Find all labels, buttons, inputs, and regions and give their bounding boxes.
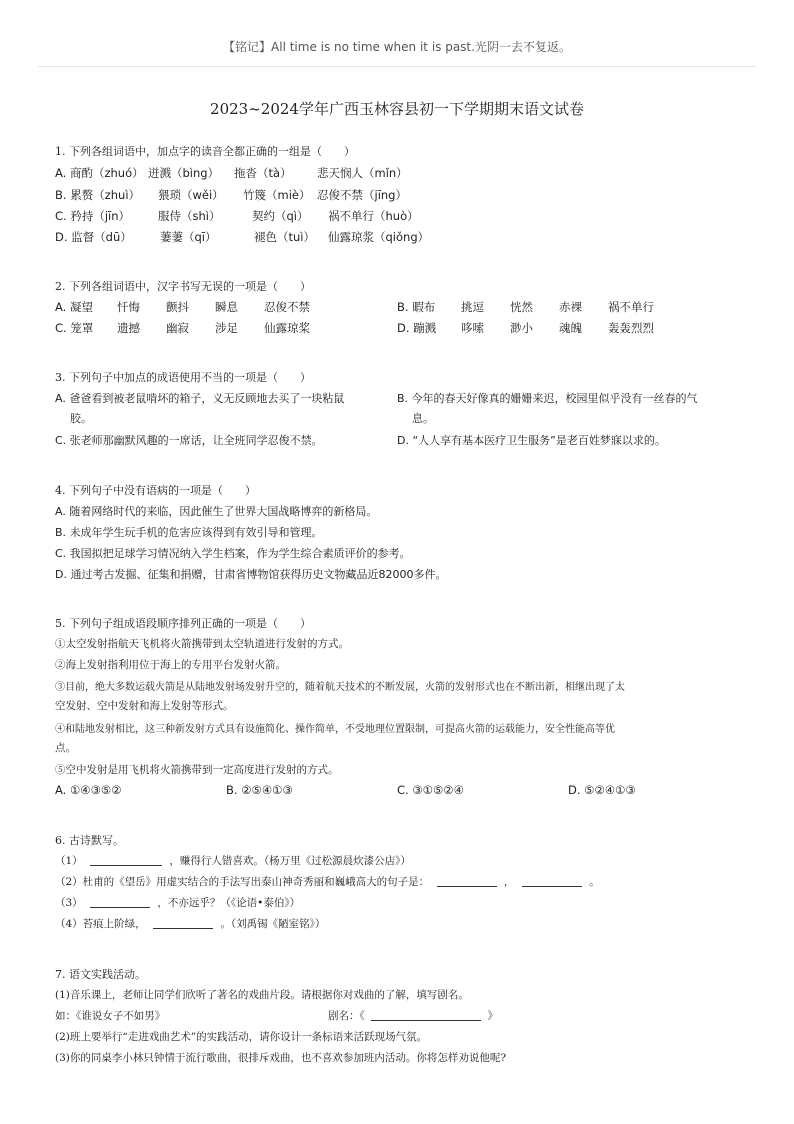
q2-a-3: 颤抖 (166, 300, 189, 314)
q6-line-1 (55, 853, 411, 868)
q7-example-row (55, 1008, 165, 1023)
q5-option-d: D. ⑤②④①③ (568, 783, 636, 797)
q1-b-2: 猥琐（wěi） (158, 188, 224, 202)
q2-c-4: 涉足 (215, 321, 238, 335)
q5-option-b: B. ②⑤④①③ (226, 783, 293, 797)
q5-sentence-3-line2: 空发射、空中发射和海上发射等形式。 (55, 700, 234, 712)
q1-d-1: D. 监督（dū） (55, 230, 132, 244)
q1-b-4: 忍俊不禁（jīng） (317, 188, 407, 202)
q2-stem: 2. 下列各组词语中，汉字书写无误的一项是（ ） (55, 280, 311, 293)
q2-d-1: D. 蹦溅 (397, 321, 437, 335)
exam-title: 2023~2024学年广西玉林容县初一下学期期末语文试卷 (210, 100, 584, 118)
q5-sentence-1: ①太空发射指航天飞机将火箭携带到太空轨道进行发射的方式。 (55, 638, 349, 650)
q3-a-line1: A. 爸爸看到被老鼠啃坏的箱子，义无反顾地去买了一块粘鼠 (55, 392, 345, 405)
q6-3-label: （3） (55, 897, 83, 909)
q5-sentence-5: ⑤空中发射是用飞机将火箭携带到一定高度进行发射的方式。 (55, 764, 339, 776)
q2-a-4: 瞬息 (215, 300, 238, 314)
q6-4-text: （4）苔痕上阶绿， (55, 918, 146, 930)
q6-stem: 6. 古诗默写。 (55, 834, 124, 847)
q2-b-5: 祸不单行 (608, 300, 654, 314)
q3-b-line2: 息。 (412, 412, 434, 425)
q5-option-a: A. ①④③⑤② (55, 783, 122, 797)
q4-option-b: B. 未成年学生玩手机的危害应该得到有效引导和管理。 (55, 526, 323, 539)
q2-c-2: 遗撼 (117, 321, 140, 335)
q1-a-2: 迸溅（bìng） (148, 166, 220, 180)
q5-stem: 5. 下列句子组成语段顺序排列正确的一项是（ ） (55, 617, 311, 630)
q6-line-4 (55, 916, 325, 931)
q6-line-2 (55, 874, 600, 889)
q6-line-3 (55, 895, 300, 910)
q1-a-4: 悲天悯人（mǐn） (317, 166, 408, 180)
q7-drama-blank[interactable] (371, 1008, 481, 1021)
q2-d-2: 哆嗦 (461, 321, 484, 335)
q1-c-1: C. 矜持（jīn） (55, 209, 131, 223)
q2-a-1: A. 凝望 (55, 300, 93, 314)
q2-c-3: 幽寂 (166, 321, 189, 335)
q7-stem: 7. 语文实践活动。 (55, 968, 146, 981)
q7-drama-label: 剧名：《 (328, 1010, 365, 1022)
q1-c-3: 契约（qì） (252, 209, 309, 223)
q2-a-2: 忏悔 (117, 300, 140, 314)
q6-2-comma: ， (503, 876, 515, 888)
q6-1-label: （1） (55, 855, 83, 867)
q4-option-c: C. 我国拟把足球学习情况纳入学生档案，作为学生综合素质评价的参考。 (55, 547, 411, 560)
q2-d-3: 渺小 (510, 321, 533, 335)
q6-3-blank[interactable] (90, 895, 150, 908)
q5-sentence-4-line2: 点。 (55, 742, 76, 754)
q3-d: D. “人人享有基本医疗卫生服务”是老百姓梦寐以求的。 (397, 434, 666, 447)
q1-c-2: 服侍（shì） (158, 209, 221, 223)
motto-header: 【铭记】All time is no time when it is past.光阴一去不复返。 (223, 40, 571, 54)
q3-a-line2: 胶。 (70, 412, 92, 425)
q5-option-c: C. ③①⑤②④ (397, 783, 464, 797)
q7-drama-close: 》 (487, 1010, 498, 1022)
q2-c-1: C. 笼罩 (55, 321, 94, 335)
q6-4-text-end: 。（刘禹锡《陋室铭》） (220, 918, 326, 930)
q4-option-d: D. 通过考古发掘、征集和捐赠，甘肃省博物馆获得历史文物藏品近82000多件。 (55, 568, 447, 581)
q3-b-line1: B. 今年的春天好像真的姗姗来迟，校园里似乎没有一丝春的气 (397, 392, 698, 405)
q4-option-a: A. 随着网络时代的来临，因此催生了世界大国战略博弈的新格局。 (55, 505, 378, 518)
q6-2-period: 。 (589, 876, 600, 888)
q2-b-4: 赤裸 (559, 300, 582, 314)
header-divider (38, 66, 756, 67)
q1-d-2: 萋萋（qī） (160, 230, 217, 244)
q6-1-text: ，赚得行人错喜欢。（杨万里《过松源晨炊漆公店》） (169, 855, 411, 867)
q3-stem: 3. 下列句子中加点的成语使用不当的一项是（ ） (55, 371, 311, 384)
q7-example: 如：《谁说女子不如男》 (55, 1010, 166, 1022)
q6-3-text: ，不亦远乎？（《论语•泰伯》） (157, 897, 301, 909)
q7-drama-name-row (328, 1008, 498, 1023)
q1-a-3: 拖沓（tà） (234, 166, 292, 180)
q6-4-blank[interactable] (153, 916, 213, 929)
q6-2-text: （2）杜甫的《望岳》用虚实结合的手法写出泰山神奇秀丽和巍峨高大的句子是： (55, 876, 430, 888)
q1-d-4: 仙露琼浆（qiǒng） (328, 230, 430, 244)
q5-sentence-4-line1: ④和陆地发射相比，这三种新发射方式具有设施简化、操作简单，不受地理位置限制，可提高火箭的运载能力，安全性能高等优 (55, 724, 615, 735)
q1-c-4: 祸不单行（huò） (328, 209, 419, 223)
q1-b-1: B. 累赘（zhuì） (55, 188, 141, 202)
q4-stem: 4. 下列句子中没有语病的一项是（ ） (55, 484, 256, 497)
q6-2-blank-1[interactable] (437, 874, 497, 887)
q2-b-1: B. 暇布 (397, 300, 436, 314)
q2-d-5: 轰轰烈烈 (608, 321, 654, 335)
q7-part-1: (1)音乐课上，老师让同学们欣听了著名的戏曲片段。请根据你对戏曲的了解，填写剧名。 (55, 989, 469, 1001)
q2-a-5: 忍俊不禁 (264, 300, 310, 314)
q2-b-3: 恍然 (510, 300, 533, 314)
q3-c: C. 张老师那幽默风趣的一席话，让全班同学忍俊不禁。 (55, 434, 323, 447)
q2-d-4: 魂魄 (559, 321, 582, 335)
q1-stem: 1. 下列各组词语中，加点字的读音全都正确的一组是（ ） (55, 145, 355, 158)
q1-b-3: 竹篾（miè） (243, 188, 311, 202)
q1-a-1: A. 商酌（zhuó） (55, 166, 144, 180)
q1-d-3: 褪色（tuì） (254, 230, 315, 244)
q2-b-2: 挑逗 (461, 300, 484, 314)
q6-2-blank-2[interactable] (522, 874, 582, 887)
q6-1-blank[interactable] (90, 853, 162, 866)
q7-part-2: (2)班上要举行“走进戏曲艺术”的实践活动，请你设计一条标语来活跃现场气氛。 (55, 1031, 428, 1043)
q2-c-5: 仙露琼桨 (264, 321, 310, 335)
q7-part-3: (3)你的同桌李小林只钟情于流行歌曲，很排斥戏曲，也不喜欢参加班内活动。你将怎样劝说他呢? (55, 1052, 507, 1064)
q5-sentence-2: ②海上发射指利用位于海上的专用平台发射火箭。 (55, 659, 286, 671)
q5-sentence-3-line1: ③目前，绝大多数运载火箭是从陆地发射场发射升空的，随着航天技术的不断发展，火箭的发射形式也在不断出新，相继出现了太 (55, 682, 625, 693)
